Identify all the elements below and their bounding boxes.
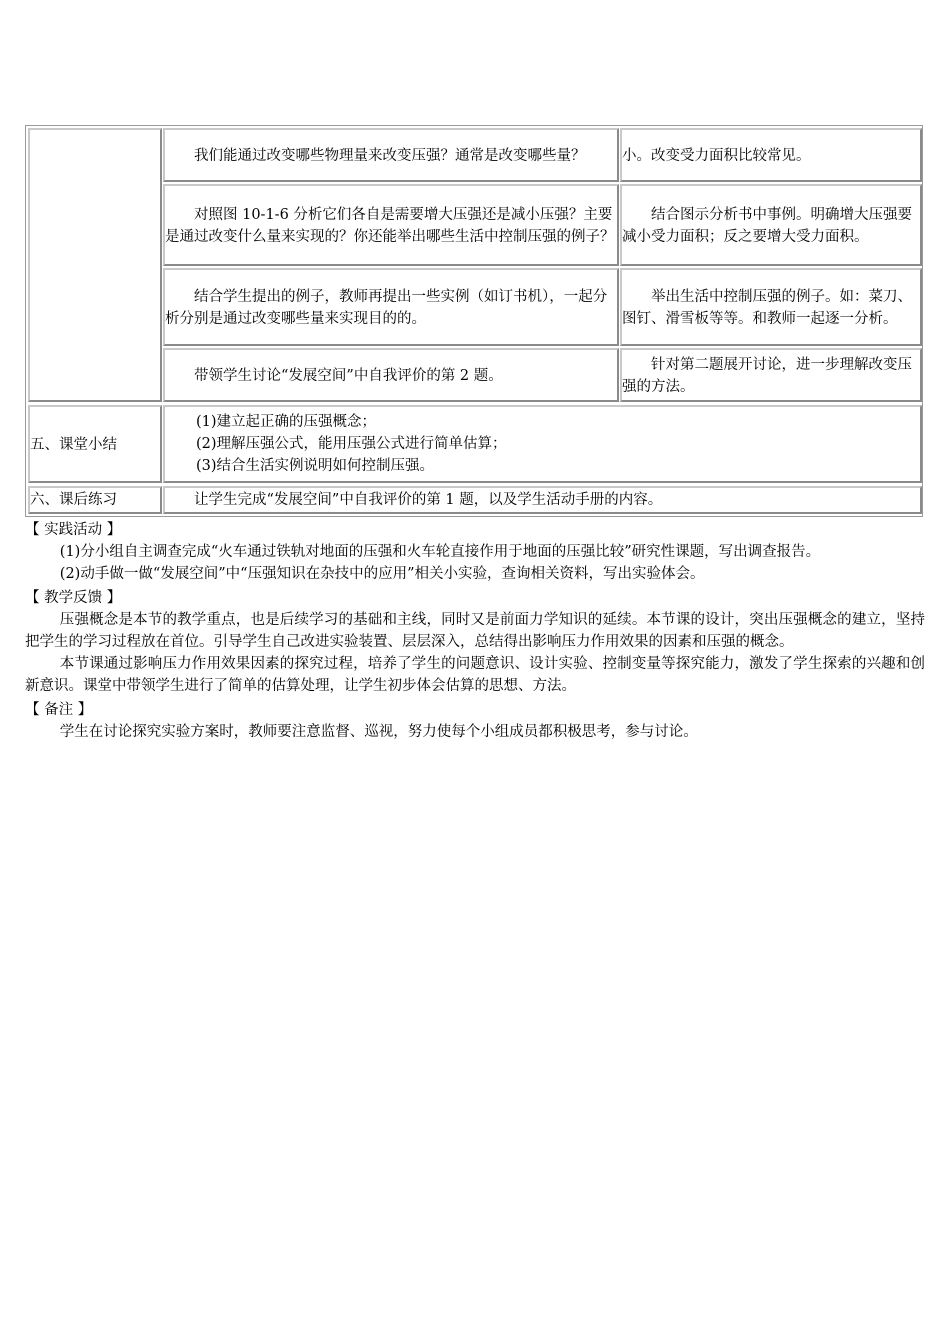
cell-text: 结合学生提出的例子，教师再提出一些实例（如订书机），一起分析分别是通过改变哪些量来实现目的的。 xyxy=(165,289,608,327)
summary-item: (1)建立起正确的压强概念； xyxy=(196,414,377,430)
summary-content-cell xyxy=(163,405,922,483)
feedback-paragraph: 压强概念是本节的教学重点，也是后续学习的基础和主线，同时又是前面力学知识的延续。本节课的设计，突出压强概念的建立，坚持把学生的学习过程放在首位。引导学生自己改进实验装置、层层深入，总结得出影响压力作用效果的因素和压强的概念。 xyxy=(25,612,925,650)
table-cell-empty xyxy=(28,128,162,402)
practice-paragraph: (1)分小组自主调查完成“火车通过铁轨对地面的压强和火车轮直接作用于地面的压强比较”研究性课题，写出调查报告。 xyxy=(59,544,821,560)
cell-text: 我们能通过改变哪些物理量来改变压强？通常是改变哪些量？ xyxy=(194,148,586,164)
summary-label-cell xyxy=(28,405,162,483)
cell-text: 针对第二题展开讨论，进一步理解改变压强的方法。 xyxy=(622,357,912,395)
notes-paragraph: 学生在讨论探究实验方案时，教师要注意监督、巡视，努力使每个小组成员都积极思考，参与讨论。 xyxy=(59,724,698,740)
cell-text: 小。改变受力面积比较常见。 xyxy=(622,148,811,164)
practice-heading: 【 实践活动 】 xyxy=(25,522,122,538)
cell-text: 结合图示分析书中事例。明确增大压强要减小受力面积；反之要增大受力面积。 xyxy=(622,207,912,245)
lesson-table xyxy=(25,125,923,517)
summary-item: (2)理解压强公式，能用压强公式进行简单估算； xyxy=(196,436,507,452)
table-cell-teacher-1 xyxy=(163,128,619,182)
table-cell-teacher-4 xyxy=(163,348,619,402)
feedback-paragraph: 本节课通过影响压力作用效果因素的探究过程，培养了学生的问题意识、设计实验、控制变量等探究能力，激发了学生探索的兴趣和创新意识。课堂中带领学生进行了简单的估算处理，让学生初步体会估算的思想、方法。 xyxy=(25,656,925,694)
table-cell-student-4 xyxy=(620,348,922,402)
summary-label: 五、课堂小结 xyxy=(30,437,117,453)
feedback-section xyxy=(25,587,925,697)
homework-label-cell xyxy=(28,486,162,514)
homework-content-cell xyxy=(163,486,922,514)
table-cell-teacher-3 xyxy=(163,268,619,346)
table-cell-student-2 xyxy=(620,184,922,266)
cell-text: 带领学生讨论“发展空间”中自我评价的第 2 题。 xyxy=(194,368,503,384)
cell-text: 对照图 10-1-6 分析它们各自是需要增大压强还是减小压强？主要是通过改变什么量来实现的？你还能举出哪些生活中控制压强的例子？ xyxy=(165,207,615,245)
notes-heading: 【 备注 】 xyxy=(25,702,93,718)
notes-section xyxy=(25,699,925,743)
table-cell-teacher-2 xyxy=(163,184,619,266)
cell-text: 举出生活中控制压强的例子。如：菜刀、图钉、滑雪板等等。和教师一起逐一分析。 xyxy=(622,289,912,327)
practice-section xyxy=(25,519,925,585)
summary-list xyxy=(165,411,507,477)
document-page xyxy=(25,125,925,743)
summary-item: (3)结合生活实例说明如何控制压强。 xyxy=(196,458,435,474)
homework-text: 让学生完成“发展空间”中自我评价的第 1 题，以及学生活动手册的内容。 xyxy=(194,492,663,508)
table-cell-student-1 xyxy=(620,128,922,182)
practice-paragraph: (2)动手做一做“发展空间”中“压强知识在杂技中的应用”相关小实验，查询相关资料，写出实验体会。 xyxy=(59,566,705,582)
homework-label: 六、课后练习 xyxy=(30,492,117,508)
feedback-heading: 【 教学反馈 】 xyxy=(25,590,122,606)
table-cell-student-3 xyxy=(620,268,922,346)
